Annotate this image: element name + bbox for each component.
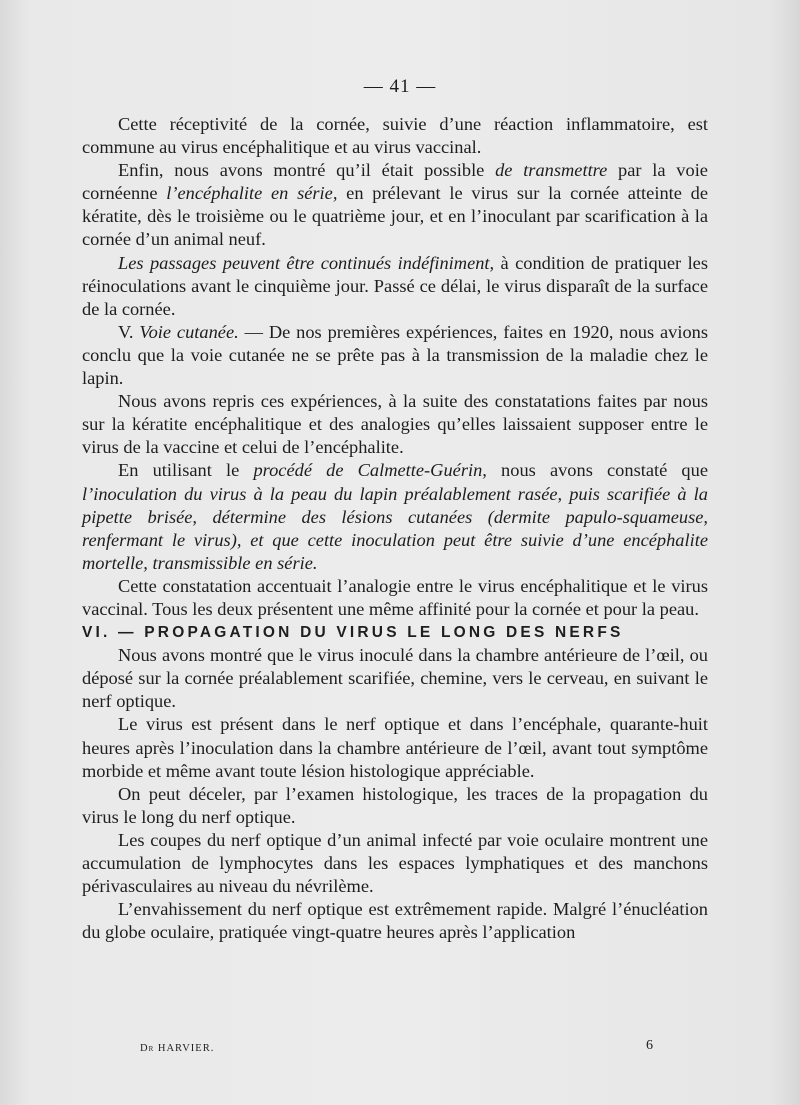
paragraph xyxy=(82,252,708,321)
paragraph xyxy=(82,159,708,251)
paragraph-text: à condition de pratiquer les réinoculations avant le cinquième jour. Passé ce délai, le virus disparaît de la surface de la cornée. xyxy=(82,252,708,319)
emphasis: Voie cutanée. xyxy=(139,321,239,342)
emphasis: Les passages peuvent être continués indéfiniment, xyxy=(118,252,495,273)
paragraph: Les coupes du nerf optique d’un animal infecté par voie oculaire montrent une accumulation de lymphocytes dans les espaces lymphatiques et des manchons périvasculaires au niveau du névrilème. xyxy=(82,829,708,897)
paragraph-text: V. xyxy=(118,321,140,342)
paragraph: L’envahissement du nerf optique est extrêmement rapide. Malgré l’énucléation du globe oculaire, pratiquée vingt-quatre heures après l’application xyxy=(82,899,708,943)
paragraph-text: En utilisant le xyxy=(118,460,254,481)
page-number: — 41 — xyxy=(363,76,437,97)
paragraph-text: Enfin, nous avons montré qu’il était possible xyxy=(118,160,496,181)
paragraph-text: en prélevant le virus sur la cornée atteinte de kératite, dès le troisième ou le quatrième jour, et en l’inoculant par scarification à la cornée d’un animal neuf. xyxy=(82,183,708,250)
paragraph: Le virus est présent dans le nerf optique et dans l’encéphale, quarante-huit heures après l’inoculation dans la chambre antérieure de l’œil, avant tout symptôme morbide et même avant toute lésion histologique appréciable. xyxy=(82,714,708,781)
emphasis: l’inoculation du virus à la peau du lapin préalablement rasée, puis scarifiée à la pipette brisée, détermine des lésions cutanées (dermite papulo-squameuse, renfermant le virus), et que cette inoculation peut être suivie d’une encéphalite mortelle, transmissible en série. xyxy=(82,483,708,573)
paragraph-text: Cette réceptivité de la cornée, suivie d’une réaction inflammatoire, est commune au virus encéphalitique et au virus vaccinal. xyxy=(82,114,708,158)
emphasis: l’encéphalite en série, xyxy=(166,183,338,204)
paragraph-text: nous avons constaté que xyxy=(486,460,708,481)
paragraph xyxy=(82,459,708,574)
paragraph xyxy=(82,390,708,459)
footer-author: Dr HARVIER. xyxy=(140,1043,215,1054)
paragraph xyxy=(82,575,708,621)
signature-number: 6 xyxy=(646,1038,653,1053)
section-heading: VI. — PROPAGATION DU VIRUS LE LONG DES NERFS xyxy=(82,624,624,642)
paragraph-text: — De nos premières expériences, faites en 1920, nous avions conclu que la voie cutanée ne se prête pas à la transmission de la maladie chez le lapin. xyxy=(82,321,709,389)
section-vi xyxy=(82,644,708,944)
emphasis: de transmettre xyxy=(495,160,608,181)
paragraph-text: Nous avons repris ces expériences, à la suite des constatations faites par nous sur la kératite encéphalitique et des analogies qu’elles laissaient supposer entre le virus de la vaccine et celui de l’encéphalite. xyxy=(82,391,708,458)
paragraph-text: Cette constatation accentuait l’analogie entre le virus encéphalitique et le virus vaccinal. Tous les deux présentent une même affinité pour la cornée et pour la peau. xyxy=(82,575,708,619)
paragraph: Nous avons montré que le virus inoculé dans la chambre antérieure de l’œil, ou déposé sur la cornée préalablement scarifiée, chemine, vers le cerveau, en suivant le nerf optique. xyxy=(82,645,708,712)
paragraph xyxy=(82,113,708,159)
paragraph: On peut déceler, par l’examen histologique, les traces de la propagation du virus le long du nerf optique. xyxy=(82,783,708,827)
body-text xyxy=(82,113,708,944)
emphasis: procédé de Calmette-Guérin, xyxy=(253,460,487,481)
paragraph xyxy=(82,321,708,390)
paragraph-text: par la voie cornéenne xyxy=(82,160,708,204)
